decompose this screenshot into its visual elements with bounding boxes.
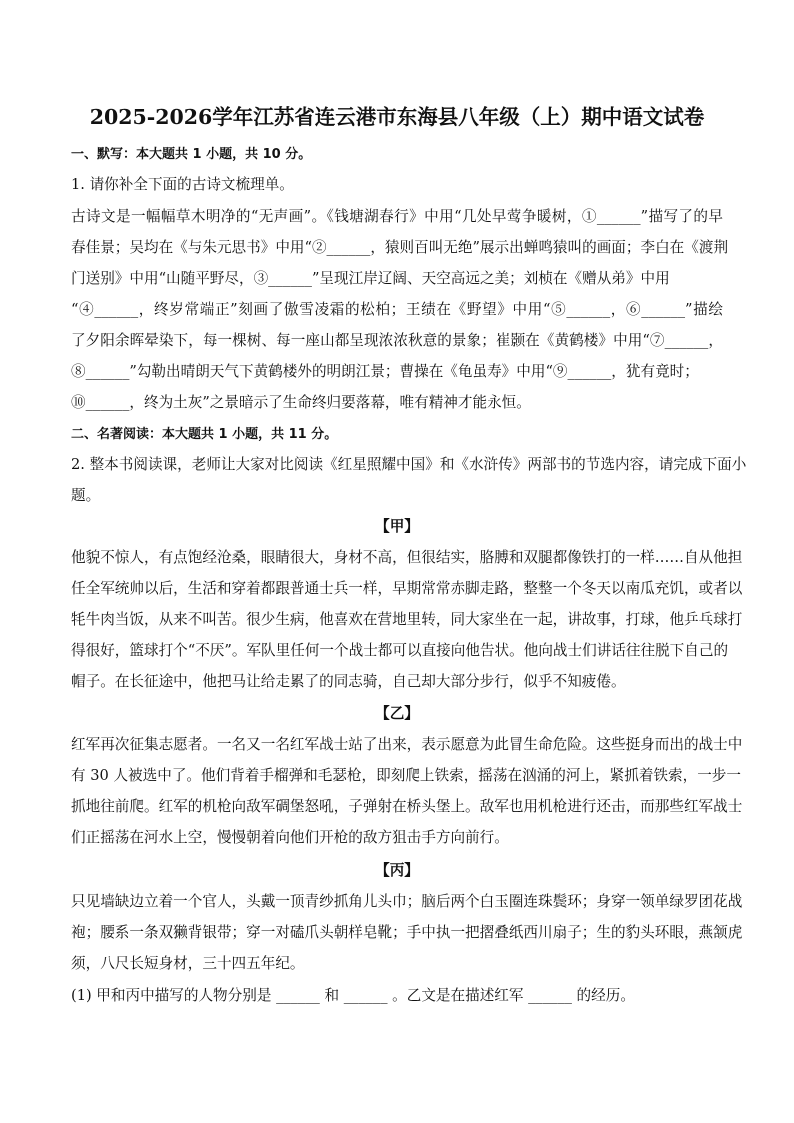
passage-yi-line: 抓地往前爬。红军的机枪向敌军碉堡怒吼，子弹射在桥头堡上。敌军也用机枪进行还击，而那些红军战士 [71,798,743,815]
question-one-line: 古诗文是一幅幅草木明净的“无声画”。《钱塘湖春行》中用“几处早莺争暖树，①______”描写了的早 [71,208,723,225]
passage-jia-line: 任全军统帅以后，生活和穿着都跟普通士兵一样，早期常常赤脚走路，整整一个冬天以南瓜充饥，或者以 [71,580,743,597]
question-one-line: “④______，终岁常端正”刻画了傲雪凌霜的松柏；王绩在《野望》中用“⑤______，⑥______”描绘 [71,301,723,318]
question-one-line: 春佳景；吴均在《与朱元思书》中用“②______，猿则百叫无绝”展示出蝉鸣猿叫的画面；李白在《渡荆 [71,239,729,256]
section-one-header [71,145,723,165]
exam-title: 2025-2026学年江苏省连云港市东海县八年级（上）期中语文试卷 [89,105,705,129]
passage-jia-line: 牦牛肉当饭，从来不叫苦。很少生病，他喜欢在营地里转，同大家坐在一起，讲故事，打球，他乒乓球打 [71,611,743,628]
passage-jia-line: 他貌不惊人，有点饱经沧桑，眼睛很大，身材不高，但很结实，胳膊和双腿都像铁打的一样……自从他担 [71,549,743,566]
question-two-prompt: 题。 [71,487,101,504]
passage-jia-heading: 【甲】 [375,518,419,535]
passage-yi-line: 有 30 人被选中了。他们背着手榴弹和毛瑟枪，即刻爬上铁索，摇荡在汹涌的河上，紧抓着铁索，一步一 [71,767,741,784]
passage-bing-line: 须，八尺长短身材，三十四五年纪。 [71,955,305,972]
question-one-line: ⑩______，终为土灰”之景暗示了生命终归要落幕，唯有精神才能永恒。 [71,394,531,411]
passage-bing-line: 只见墙缺边立着一个官人，头戴一顶青纱抓角儿头巾；脑后两个白玉圈连珠鬓环；身穿一领单绿罗团花战 [71,893,743,910]
section-two-label: 二、名著阅读： [71,427,163,442]
sub-question-one: (1) 甲和丙中描写的人物分别是 ______ 和 ______ 。乙文是在描述红军 ______ 的经历。 [71,987,635,1004]
passage-jia-line: 得很好，篮球打个“不厌”。军队里任何一个战士都可以直接向他告状。他向战士们讲话往往脱下自己的 [71,642,729,659]
question-one-prompt: 1. 请你补全下面的古诗文梳理单。 [71,176,294,193]
question-one-line: ⑧______”勾勒出晴朗天气下黄鹤楼外的明朗江景；曹操在《龟虽寿》中用“⑨______，犹有竟时； [71,363,699,380]
section-one-desc: 本大题共 1 小题，共 10 分。 [136,147,312,162]
question-two-prompt: 2. 整本书阅读课，老师让大家对比阅读《红星照耀中国》和《水浒传》两部书的节选内容，请完成下面小 [71,456,747,473]
passage-bing-heading: 【丙】 [375,862,419,879]
passage-yi-line: 们正摇荡在河水上空，慢慢朝着向他们开枪的敌方狙击手方向前行。 [71,829,509,846]
passage-yi-line: 红军再次征集志愿者。一名又一名红军战士站了出来，表示愿意为此冒生命危险。这些挺身而出的战士中 [71,736,743,753]
question-one-line: 了夕阳余晖晕染下，每一棵树、每一座山都呈现浓浓秋意的景象；崔颢在《黄鹤楼》中用“⑦______， [71,332,723,349]
passage-bing-line: 袍；腰系一条双獭背银带；穿一对磕爪头朝样皂靴；手中执一把摺叠纸西川扇子；生的豹头环眼，燕颔虎 [71,924,743,941]
section-one-label: 一、默写： [71,147,137,162]
section-two-desc: 本大题共 1 小题，共 11 分。 [162,427,338,442]
question-one-line: 门送别》中用“山随平野尽，③______”呈现江岸辽阔、天空高远之美；刘桢在《赠从弟》中用 [71,270,670,287]
section-two-header [71,425,723,445]
passage-jia-line: 帽子。在长征途中，他把马让给走累了的同志骑，自己却大部分步行，似乎不知疲倦。 [71,673,626,690]
passage-yi-heading: 【乙】 [375,705,419,722]
